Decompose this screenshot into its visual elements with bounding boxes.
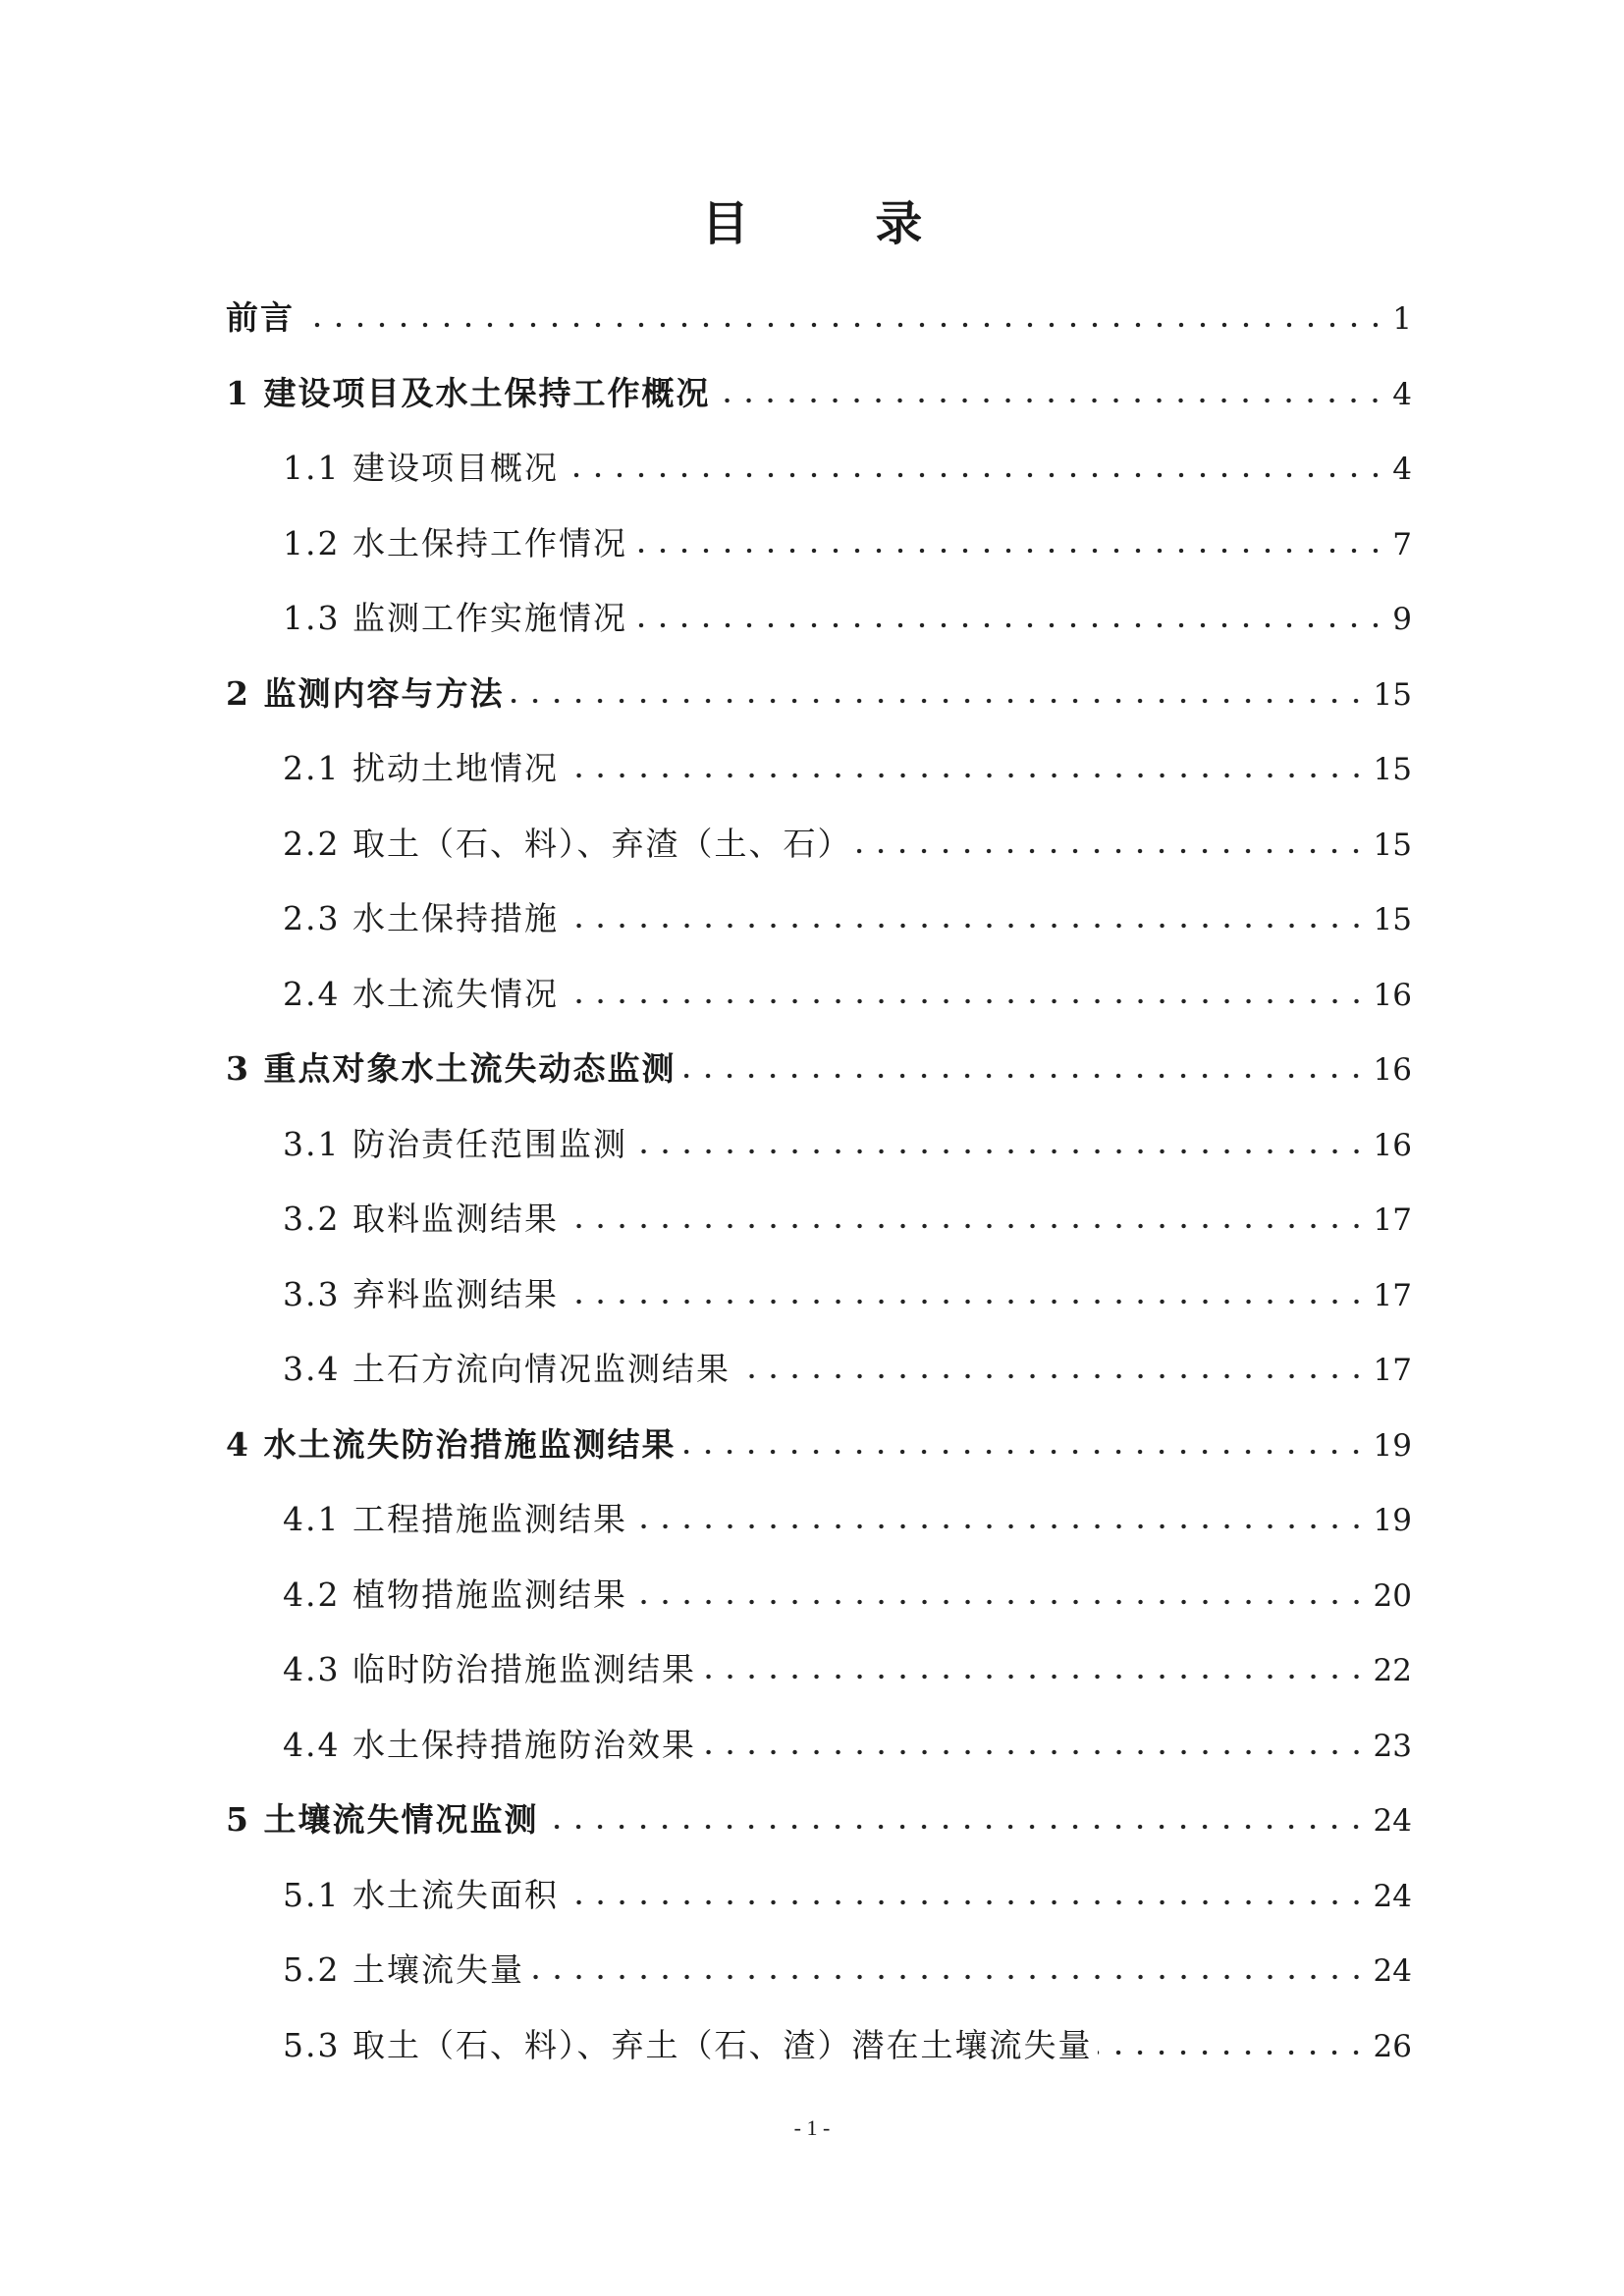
- dot-leader: [530, 1951, 1368, 1981]
- toc-entry[interactable]: [226, 287, 1412, 362]
- toc-entry-page-number: 1: [1392, 301, 1412, 337]
- toc-entry-label: 4.4 水土保持措施防治效果: [283, 1725, 696, 1764]
- toc-entry-page-number: 4: [1392, 452, 1412, 487]
- toc-entry-page-number: 24: [1373, 1953, 1412, 1989]
- toc-entry-label: 3.1 防治责任范围监测: [283, 1124, 627, 1163]
- toc-entry[interactable]: [226, 1414, 1412, 1489]
- toc-entry-page-number: 17: [1373, 1277, 1412, 1313]
- dot-leader: [633, 600, 1386, 629]
- toc-entry-label: 2.3 水土保持措施: [283, 899, 559, 937]
- dot-leader: [300, 299, 1386, 329]
- toc-entry-page-number: 7: [1392, 526, 1412, 562]
- toc-entry-label: 2.2 取土（石、料）、弃渣（土、石）: [283, 824, 852, 863]
- dot-leader: [510, 675, 1367, 705]
- dot-leader: [565, 1276, 1368, 1306]
- toc-entry-page-number: 22: [1373, 1653, 1412, 1688]
- toc-entry[interactable]: [226, 512, 1412, 588]
- toc-entry[interactable]: [226, 1789, 1412, 1864]
- dot-leader: [633, 1126, 1368, 1155]
- toc-entry-page-number: 20: [1373, 1577, 1412, 1614]
- toc-entry[interactable]: [226, 663, 1412, 738]
- toc-entry-label: 1 建设项目及水土保持工作概况: [226, 373, 711, 412]
- toc-entry-page-number: 23: [1373, 1728, 1412, 1764]
- dot-leader: [633, 1501, 1368, 1530]
- toc-entry-label: 4.3 临时防治措施监测结果: [283, 1650, 696, 1688]
- toc-entry-page-number: 9: [1392, 602, 1412, 637]
- toc-entry[interactable]: [226, 2014, 1412, 2090]
- toc-entry-label: 5 土壤流失情况监测: [226, 1800, 539, 1839]
- toc-entry[interactable]: [226, 1188, 1412, 1263]
- toc-entry[interactable]: [226, 1939, 1412, 2014]
- dot-leader: [681, 1050, 1367, 1080]
- toc-entry[interactable]: [226, 963, 1412, 1039]
- dot-leader: [857, 826, 1367, 855]
- dot-leader: [565, 1877, 1368, 1906]
- toc-entry-page-number: 24: [1373, 1803, 1412, 1839]
- toc-entry-page-number: 19: [1373, 1503, 1412, 1538]
- toc-entry-label: 3.4 土石方流向情况监测结果: [283, 1350, 731, 1388]
- toc-entry-page-number: 16: [1373, 1052, 1412, 1088]
- toc-entry[interactable]: [226, 1038, 1412, 1113]
- dot-leader: [633, 525, 1386, 555]
- toc-entry[interactable]: [226, 1638, 1412, 1714]
- toc-entry[interactable]: [226, 1564, 1412, 1639]
- toc-entry-label: 5.3 取土（石、料）、弃土（石、渣）潜在土壤流失量: [283, 2025, 1093, 2064]
- dot-leader: [702, 1727, 1368, 1756]
- dot-leader: [565, 1201, 1368, 1230]
- dot-leader: [716, 375, 1386, 404]
- toc-list: [226, 287, 1412, 2089]
- page-number-footer: - 1 -: [793, 2115, 831, 2140]
- dot-leader: [736, 1351, 1368, 1380]
- toc-entry-page-number: 15: [1373, 676, 1412, 713]
- toc-entry-page-number: 16: [1373, 1127, 1412, 1163]
- toc-entry-label: 2.1 扰动土地情况: [283, 749, 559, 787]
- toc-entry-page-number: 15: [1373, 752, 1412, 787]
- toc-entry[interactable]: [226, 1338, 1412, 1414]
- toc-entry[interactable]: [226, 1714, 1412, 1789]
- toc-entry-label: 1.3 监测工作实施情况: [283, 599, 627, 637]
- toc-entry[interactable]: [226, 587, 1412, 663]
- toc-entry-page-number: 17: [1373, 1353, 1412, 1388]
- toc-entry-page-number: 15: [1373, 827, 1412, 863]
- toc-entry[interactable]: [226, 1113, 1412, 1189]
- toc-entry-label: 3.2 取料监测结果: [283, 1200, 559, 1238]
- toc-entry-label: 4.1 工程措施监测结果: [283, 1500, 627, 1538]
- toc-entry[interactable]: [226, 437, 1412, 512]
- toc-entry-page-number: 24: [1373, 1878, 1412, 1914]
- toc-entry-page-number: 19: [1373, 1427, 1412, 1464]
- dot-leader: [544, 1801, 1367, 1831]
- dot-leader: [565, 750, 1368, 779]
- dot-leader: [565, 450, 1386, 479]
- toc-entry[interactable]: [226, 1864, 1412, 1940]
- toc-entry-page-number: 16: [1373, 977, 1412, 1013]
- toc-entry[interactable]: [226, 1263, 1412, 1339]
- toc-entry-page-number: 17: [1373, 1202, 1412, 1238]
- toc-title: 目 录: [701, 196, 978, 251]
- dot-leader: [565, 976, 1368, 1005]
- dot-leader: [565, 900, 1368, 930]
- toc-entry-label: 5.2 土壤流失量: [283, 1950, 524, 1989]
- dot-leader: [702, 1651, 1368, 1681]
- toc-entry[interactable]: [226, 362, 1412, 438]
- toc-entry-label: 2 监测内容与方法: [226, 673, 505, 713]
- toc-entry-label: 2.4 水土流失情况: [283, 974, 559, 1013]
- toc-entry[interactable]: [226, 1488, 1412, 1564]
- toc-entry-label: 4 水土流失防治措施监测结果: [226, 1424, 677, 1464]
- dot-leader: [1098, 2027, 1367, 2056]
- toc-entry-label: 4.2 植物措施监测结果: [283, 1575, 627, 1614]
- toc-entry-label: 3 重点对象水土流失动态监测: [226, 1049, 677, 1088]
- toc-entry-page-number: 26: [1373, 2028, 1412, 2064]
- toc-entry-label: 3.3 弃料监测结果: [283, 1274, 559, 1313]
- toc-entry[interactable]: [226, 813, 1412, 888]
- toc-entry-page-number: 4: [1392, 376, 1412, 412]
- toc-entry[interactable]: [226, 887, 1412, 963]
- toc-entry-page-number: 15: [1373, 902, 1412, 937]
- toc-entry-label: 1.1 建设项目概况: [283, 449, 559, 487]
- toc-entry-label: 5.1 水土流失面积: [283, 1875, 559, 1914]
- toc-entry-label: 1.2 水土保持工作情况: [283, 523, 627, 562]
- dot-leader: [681, 1426, 1367, 1456]
- dot-leader: [633, 1576, 1368, 1606]
- toc-entry-label: 前言: [226, 298, 295, 337]
- toc-entry[interactable]: [226, 737, 1412, 813]
